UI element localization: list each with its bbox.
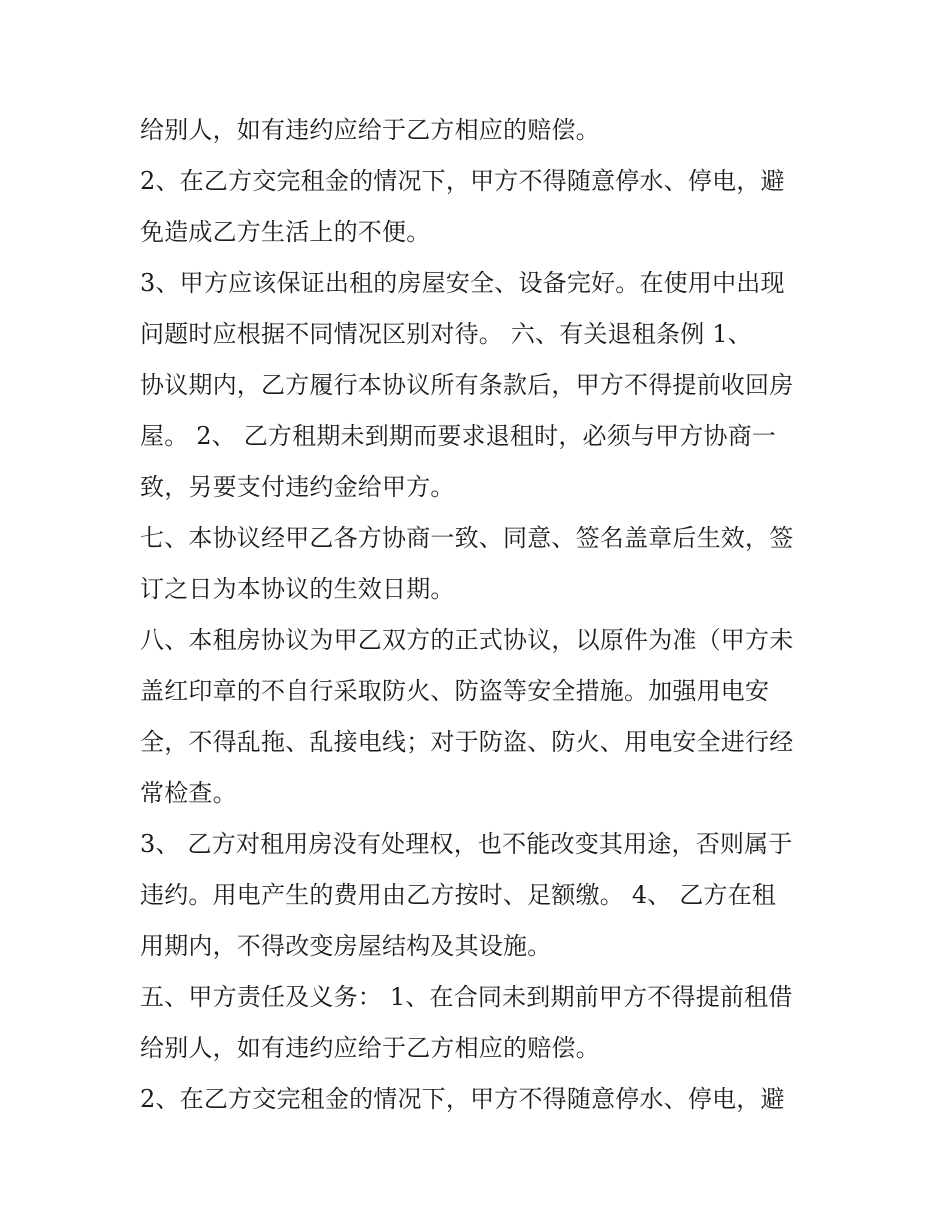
text-line-2: 2、在乙方交完租金的情况下，甲方不得随意停水、停电，避 bbox=[140, 167, 785, 195]
text-line-6: 协议期内，乙方履行本协议所有条款后，甲方不得提前收回房 bbox=[140, 371, 794, 399]
text-line-13: 全，不得乱拖、乱接电线；对于防盗、防火、用电安全进行经 bbox=[140, 728, 794, 756]
text-line-8: 致，另要支付违约金给甲方。 bbox=[140, 473, 455, 501]
text-line-19: 给别人，如有违约应给于乙方相应的赔偿。 bbox=[140, 1034, 600, 1062]
text-line-5: 问题时应根据不同情况区别对待。 六、有关退租条例 1、 bbox=[140, 320, 752, 348]
text-line-4: 3、甲方应该保证出租的房屋安全、设备完好。在使用中出现 bbox=[140, 269, 785, 297]
text-line-12: 盖红印章的不自行采取防火、防盗等安全措施。加强用电安 bbox=[140, 677, 770, 705]
text-line-20: 2、在乙方交完租金的情况下，甲方不得随意停水、停电，避 bbox=[140, 1085, 785, 1113]
text-line-18: 五、甲方责任及义务： 1、在合同未到期前甲方不得提前租借 bbox=[140, 983, 793, 1011]
text-line-9: 七、本协议经甲乙各方协商一致、同意、签名盖章后生效，签 bbox=[140, 524, 794, 552]
text-line-3: 免造成乙方生活上的不便。 bbox=[140, 218, 431, 246]
text-line-11: 八、本租房协议为甲乙双方的正式协议，以原件为准（甲方未 bbox=[140, 626, 794, 654]
text-line-16: 违约。用电产生的费用由乙方按时、足额缴。 4、 乙方在租 bbox=[140, 881, 777, 909]
text-line-10: 订之日为本协议的生效日期。 bbox=[140, 575, 455, 603]
text-line-15: 3、 乙方对租用房没有处理权，也不能改变其用途，否则属于 bbox=[140, 830, 793, 858]
text-line-7: 屋。 2、 乙方租期未到期而要求退租时，必须与甲方协商一 bbox=[140, 422, 777, 450]
text-line-17: 用期内，不得改变房屋结构及其设施。 bbox=[140, 932, 552, 960]
text-line-14: 常检查。 bbox=[140, 779, 237, 807]
text-line-1: 给别人，如有违约应给于乙方相应的赔偿。 bbox=[140, 116, 600, 144]
